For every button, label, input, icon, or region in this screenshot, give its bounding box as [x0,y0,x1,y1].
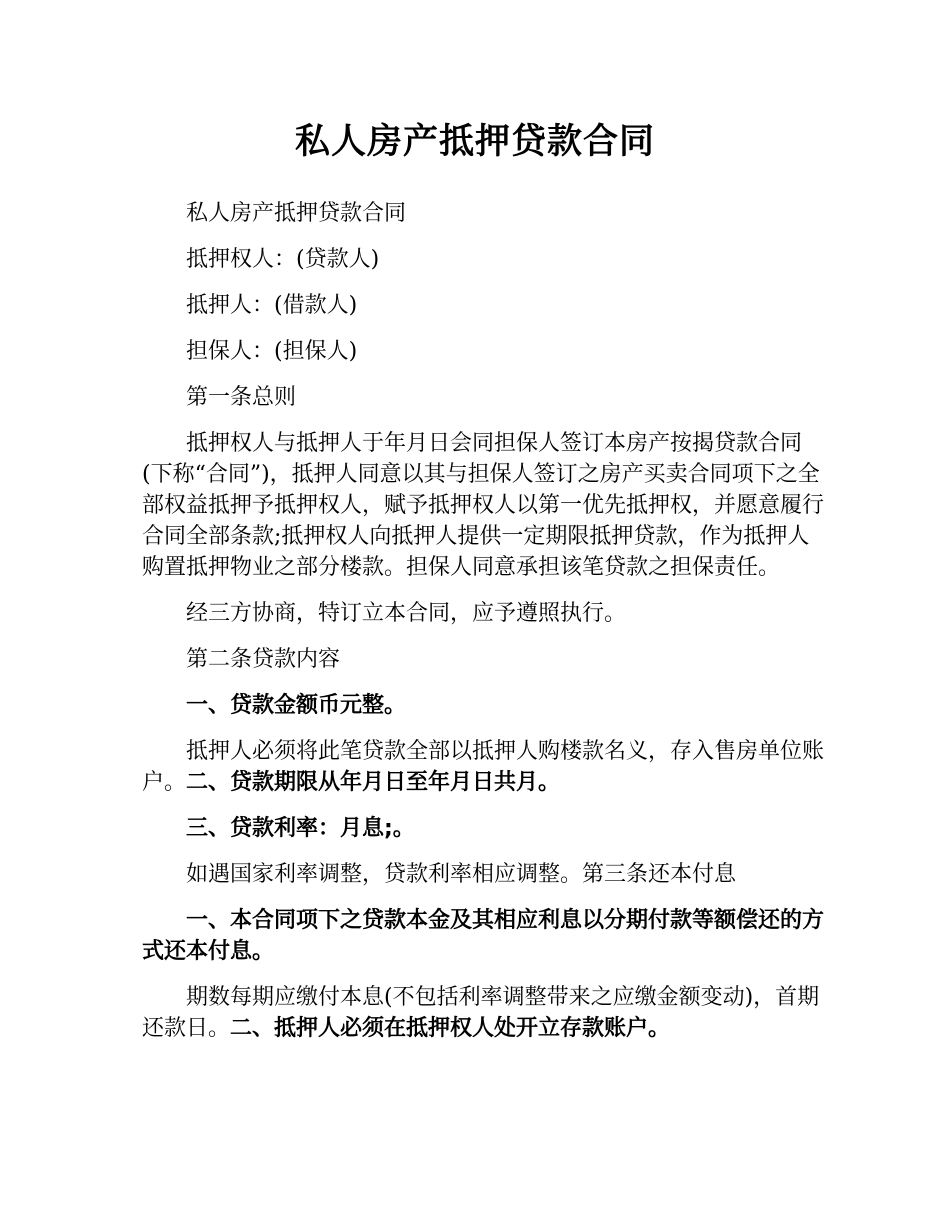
section-heading [142,382,826,413]
bold-segment: 一、贷款金额币元整。 [186,693,407,718]
paragraph [142,336,826,367]
bold-segment: 二、贷款期限从年月日至年月日共月。 [186,770,561,795]
paragraph [142,198,826,229]
text-segment: 经三方协商，特订立本合同，应予遵照执行。 [186,601,627,626]
text-segment: 私人房产抵押贷款合同 [186,201,407,226]
paragraph [142,905,826,967]
text-segment: 期数每期应缴付本息(不包括利率调整带来之应缴金额变动)，首期还款日。 [142,985,820,1041]
section-heading [142,644,826,675]
paragraph [142,813,826,844]
text-segment: 抵押权人与抵押人于年月日会同担保人签订本房产按揭贷款合同(下称“合同”)，抵押人同意以其与担保人签订之房产买卖合同项下之全部权益抵押予抵押权人，赋予抵押权人以第一优先抵押权，并愿意履行合同全部条款;抵押权人向抵押人提供一定期限抵押贷款，作为抵押人购置抵押物业之部分楼款。担保人同意承担该笔贷款之担保责任。 [142,431,825,580]
paragraph [142,244,826,275]
bold-segment: 三、贷款利率：月息;。 [186,816,415,841]
text-segment: 第二条贷款内容 [186,647,341,672]
paragraph [142,736,826,798]
text-segment: 抵押权人：(贷款人) [186,247,380,272]
bold-segment: 一、本合同项下之贷款本金及其相应利息以分期付款等额偿还的方式还本付息。 [142,908,825,964]
text-segment: 抵押人：(借款人) [186,293,358,318]
document-title: 私人房产抵押贷款合同 [294,122,655,162]
text-segment: 抵押人必须将此笔贷款全部以抵押人购楼款名义，存入售房单位账户。 [142,739,825,795]
paragraph [142,428,826,583]
paragraph [142,690,826,721]
paragraph [142,598,826,629]
paragraph [142,982,826,1044]
text-segment: 如遇国家利率调整，贷款利率相应调整。第三条还本付息 [186,862,737,887]
text-segment: 第一条总则 [186,385,297,410]
document-body [142,198,826,1059]
text-segment: 担保人：(担保人) [186,339,358,364]
bold-segment: 二、抵押人必须在抵押权人处开立存款账户。 [230,1016,671,1041]
paragraph [142,859,826,890]
paragraph [142,290,826,321]
